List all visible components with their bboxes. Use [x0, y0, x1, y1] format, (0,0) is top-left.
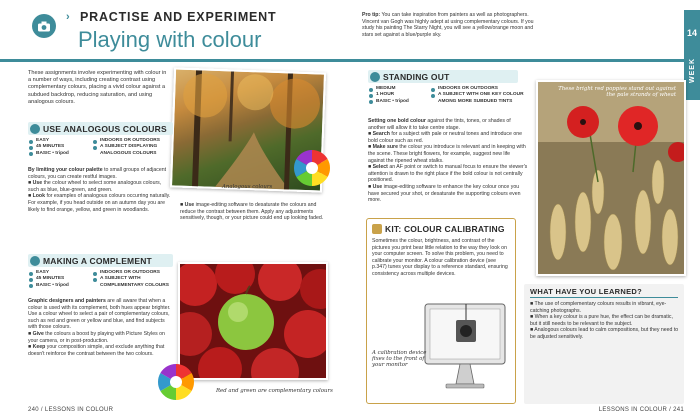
complement-specs-right: [92, 270, 172, 289]
poppies-wheat-photo: [536, 80, 686, 276]
learned-item-text: The use of complementary colours results in vibrant, eye-catching photographs.: [530, 301, 667, 314]
header-rule: [0, 59, 700, 62]
kit-heading: [370, 222, 512, 235]
complement-caption: Red and green are complementary colours: [216, 388, 333, 394]
analogous-body: By limiting your colour palette to small groups of adjacent colours, you can create restful images. ■ Use the colour wheel to select some analogous colours, such as blue, blue-green, and green. ■ Look for examples of analogous colours occurring naturally. For example, if you head outside on an autumn day you are likely to find orange, yellow, and green in woodlands.: [28, 167, 171, 213]
week-tab: [684, 10, 700, 100]
complement-body-text: are all aware that when a colour is used with its complement, both hues appear brighter. Use a colour wheel to select a pair of complementary colours, such as red and green or yellow and blue, and find subjects with those colours.: [28, 298, 171, 331]
spec-subject: A SUBJECT WITH ONE KEY COLOUR AMONG MORE SUBDUED TINTS: [430, 92, 530, 105]
analogous-b1: the colour wheel to select some analogous colours, such as blue, blue-green, and green.: [28, 180, 162, 193]
colour-wheel-analogous: [292, 148, 332, 188]
complement-b1-lead: Give: [32, 330, 44, 337]
complement-specs-left: [28, 270, 83, 289]
chevron-right-icon: ›: [66, 11, 70, 23]
spec-time: 45 MINUTES: [28, 276, 83, 282]
spec-location: INDOORS OR OUTDOORS: [92, 138, 172, 144]
analogous-caption: Analogous colours: [222, 184, 273, 190]
footer-left: 240 / LESSONS IN COLOUR: [28, 407, 114, 413]
complement-body-lead: Graphic designers and painters: [28, 298, 106, 304]
spec-difficulty: EASY: [28, 138, 83, 144]
week-label: WEEK: [688, 58, 696, 83]
analogous-b1-lead: Use: [32, 180, 43, 187]
complement-b2-lead: Keep: [32, 344, 46, 351]
learned-item-text: Analogous colours lead to calm compositions, but they need to be adjusted sensitively.: [530, 327, 679, 340]
page-number-right: 241: [673, 407, 684, 413]
standing-b2: the colour you introduce is relevant and in keeping with the scene. These bright flowers, for example, suggest new life against the ripened wheat stalks.: [368, 144, 526, 164]
analogous-body-2: ■ Use image-editing software to desaturate the colours and reduce the contrast between them. Apply any adjustments sensitively, though, or your picture could end up looking faded.: [180, 202, 324, 222]
spec-location: INDOORS OR OUTDOORS: [92, 270, 172, 276]
kit-heading-text: KIT: COLOUR CALIBRATING: [385, 223, 505, 234]
footer-left-text: LESSONS IN COLOUR: [44, 407, 114, 413]
poppies-caption: These bright red poppies stand out against the pale strands of wheat: [558, 86, 676, 98]
complement-body: Graphic designers and painters are all aware that when a colour is used with its complement, both hues appear brighter. Use a colour wheel to select a pair of complementary colours, such as red and green or yellow and blue, and find subjects with those colours. ■ Give the colours a boost by playing with Picture Styles on your camera, or in post-production. ■ Keep your composition simple, and exclude anything that doesn't reinforce the contrast between the two colours.: [28, 298, 171, 357]
spec-time: 1 HOUR: [368, 92, 423, 98]
standing-b2-lead: Make sure: [372, 144, 398, 151]
footer-right: LESSONS IN COLOUR / 241: [598, 407, 684, 413]
analogous-body-lead: By limiting your colour palette: [28, 167, 103, 173]
section-label: PRACTISE AND EXPERIMENT: [80, 10, 277, 24]
monitor-illustration: [420, 300, 510, 396]
week-number: 14: [686, 28, 697, 38]
kit-caption: A calibration device fixes to the front of your monitor: [372, 350, 427, 368]
complement-heading: [28, 254, 173, 267]
learned-item-text: When a key colour is a pure hue, the effect can be dramatic, but it still needs to be relevant to the subject.: [530, 314, 673, 327]
camera-badge-icon: [30, 124, 40, 134]
analogous-b2-lead: Look: [32, 193, 45, 200]
standing-body-text: against the tints, tones, or shades of another will allow it to take centre stage.: [368, 118, 511, 131]
standing-b3-lead: Select: [372, 164, 388, 171]
complement-b1: the colours a boost by playing with Picture Styles on your camera, or in post-production.: [28, 330, 165, 344]
page-title: Playing with colour: [78, 27, 262, 52]
pro-tip: [362, 12, 537, 38]
analogous-specs-right: [92, 138, 172, 157]
analogous-heading: [28, 122, 173, 135]
analogous-body-text: to small groups of adjacent colours, you can create restful images.: [28, 167, 167, 180]
standing-body-lead: Setting one bold colour: [368, 118, 426, 124]
standing-specs-right: [430, 86, 530, 105]
intro-text: These assignments involve experimenting with colour in a number of ways, including creating contrast using complementary colours, placing a vivid colour against a subdued backdrop, reducing saturation, and using analogous colours.: [28, 70, 167, 105]
apples-photo: [178, 262, 328, 380]
complement-b2: your composition simple, and exclude anything that doesn't reinforce the contrast between the two colours.: [28, 344, 165, 357]
learned-item: ■ Analogous colours lead to calm compositions, but they need to be adjusted sensitively.: [530, 327, 679, 340]
spec-kit: BASIC • tripod: [368, 99, 423, 105]
kit-icon: [372, 224, 382, 234]
standing-specs-left: [368, 86, 423, 105]
learned-item: ■ The use of complementary colours results in vibrant, eye-catching photographs.: [530, 301, 667, 314]
spec-difficulty: MEDIUM: [368, 86, 423, 92]
learned-rule: [530, 297, 678, 298]
analogous-b3-lead: Use: [184, 202, 195, 208]
analogous-heading-text: USE ANALOGOUS COLOURS: [43, 123, 167, 134]
standing-body: Setting one bold colour against the tints, tones, or shades of another will allow it to take centre stage. ■ Search for a subject with pale or neutral tones and introduce one bold colour such as red. ■ Make sure the colour you introduce is relevant and in keeping with the scene. These bright flowers, for example, suggest new life against the ripened wheat stalks. ■ Select an AF point or switch to manual focus to ensure the viewer's attention is drawn to the right place if the bold colour is not centrally positioned. ■ Use image-editing software to enhance the key colour once you have secured your shot, or desaturate the supporting colours even more.: [368, 118, 528, 204]
standing-b1: for a subject with pale or neutral tones and introduce one bold colour such as red.: [368, 131, 522, 144]
standing-out-heading: [368, 70, 518, 83]
camera-badge-icon: [370, 72, 380, 82]
spec-difficulty: EASY: [28, 270, 83, 276]
camera-icon: [32, 14, 56, 38]
page-number-left: 240: [28, 407, 39, 413]
learned-heading: WHAT HAVE YOU LEARNED?: [530, 287, 643, 296]
analogous-specs-left: [28, 138, 83, 157]
learned-list: [530, 301, 680, 341]
complement-heading-text: MAKING A COMPLEMENT: [43, 255, 152, 266]
analogous-b3: image-editing software to desaturate the colours and reduce the contrast between them. Apply any adjustments sensitively, though, or your picture could end up looking faded.: [180, 202, 324, 222]
standing-b1-lead: Search: [372, 131, 390, 138]
camera-badge-icon: [30, 256, 40, 266]
footer-right-text: LESSONS IN COLOUR: [598, 407, 668, 413]
kit-body: Sometimes the colour, brightness, and contrast of the pictures you print bear little relation to the way they look on your computer screen. To solve this problem, you need to calibrate your monitor. A colour calibration device (see p.347) tunes your display to a reference standard, ensuring consistency across multiple devices.: [372, 238, 508, 277]
spec-location: INDOORS OR OUTDOORS: [430, 86, 530, 92]
standing-b4-lead: Use: [372, 183, 383, 190]
spec-time: 45 MINUTES: [28, 144, 83, 150]
standing-out-heading-text: STANDING OUT: [383, 71, 450, 82]
pro-tip-text: You can take inspiration from painters as well as photographers. Vincent van Gogh was highly adept at using complementary colours. If you study his painting The Starry Night, you will see a yellow/orange moon and stars set against a blue/purple sky.: [362, 12, 534, 38]
pro-tip-lead: Pro tip:: [362, 12, 381, 18]
standing-b3: an AF point or switch to manual focus to ensure the viewer's attention is drawn to the right place if the bold colour is not centrally positioned.: [368, 164, 528, 184]
learned-item: ■ When a key colour is a pure hue, the effect can be dramatic, but it still needs to be relevant to the subject.: [530, 314, 673, 327]
standing-b4: image-editing software to enhance the key colour once you have secured your shot, or desaturate the supporting colours even more.: [368, 183, 521, 204]
spec-kit: BASIC • tripod: [28, 151, 83, 157]
spec-kit: BASIC • tripod: [28, 283, 83, 289]
analogous-b2: for examples of analogous colours occurring naturally. For example, if you head outside on an autumn day you are likely to find orange, yellow, and green in woodlands.: [28, 193, 171, 213]
spec-subject: A SUBJECT DISPLAYING ANALOGOUS COLOURS: [92, 144, 172, 157]
spec-subject: A SUBJECT WITH COMPLEMENTARY COLOURS: [92, 276, 172, 289]
colour-wheel-complement: [156, 362, 196, 402]
